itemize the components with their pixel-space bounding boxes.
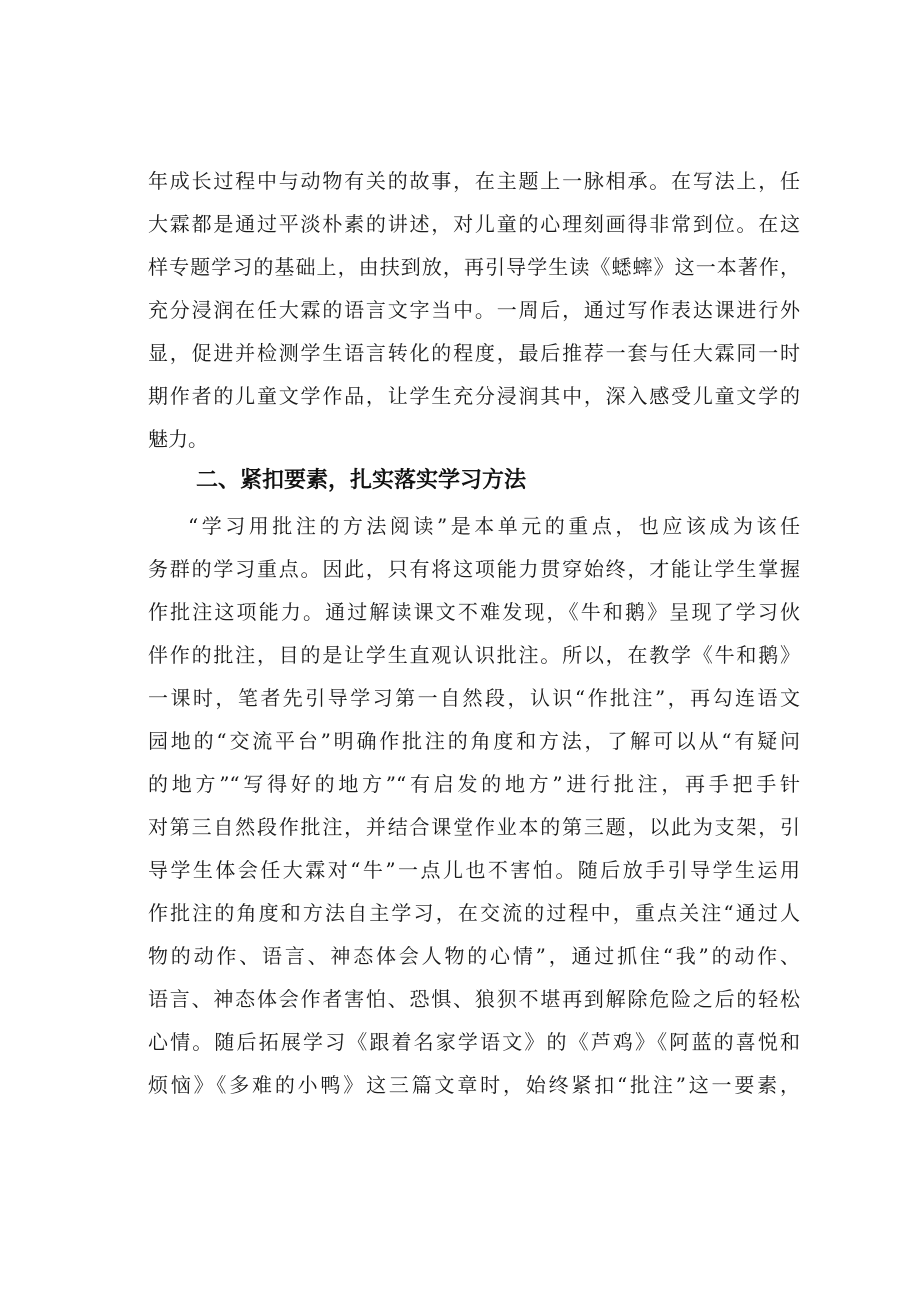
paragraph-line: 期作者的儿童文学作品，让学生充分浸润其中，深入感受儿童文学的 — [148, 384, 800, 408]
paragraph-line: 烦恼》《多难的小鸭》这三篇文章时，始终紧扣“批注”这一要素， — [148, 1073, 800, 1097]
paragraph-line: 作批注这项能力。通过解读课文不难发现，《牛和鹅》呈现了学习伙 — [148, 600, 800, 624]
paragraph-line: 大霖都是通过平淡朴素的讲述，对儿童的心理刻画得非常到位。在这 — [148, 212, 800, 236]
section-heading: 二、紧扣要素，扎实落实学习方法 — [196, 468, 527, 493]
paragraph-line: 样专题学习的基础上，由扶到放，再引导学生读《蟋蟀》这一本著作， — [148, 255, 800, 279]
paragraph-line: 魅力。 — [148, 427, 208, 451]
paragraph-line: 作批注的角度和方法自主学习，在交流的过程中，重点关注“通过人 — [148, 901, 800, 925]
paragraph-line: 心情。随后拓展学习《跟着名家学语文》的《芦鸡》《阿蓝的喜悦和 — [148, 1030, 800, 1054]
paragraph-line: 对第三自然段作批注，并结合课堂作业本的第三题，以此为支架，引 — [148, 815, 800, 839]
paragraph-line: 伴作的批注，目的是让学生直观认识批注。所以，在教学《牛和鹅》 — [148, 643, 800, 667]
paragraph-line: 务群的学习重点。因此，只有将这项能力贯穿始终，才能让学生掌握 — [148, 557, 800, 581]
paragraph-line: 充分浸润在任大霖的语言文字当中。一周后，通过写作表达课进行外 — [148, 298, 800, 322]
paragraph-line: 物的动作、语言、神态体会人物的心情”，通过抓住“我”的动作、 — [148, 944, 800, 968]
paragraph-line: 一课时，笔者先引导学习第一自然段，认识“作批注”，再勾连语文 — [148, 686, 800, 710]
paragraph-line: 显，促进并检测学生语言转化的程度，最后推荐一套与任大霖同一时 — [148, 341, 800, 365]
paragraph-line: 导学生体会任大霖对“牛”一点儿也不害怕。随后放手引导学生运用 — [148, 858, 800, 882]
paragraph-line: 园地的“交流平台”明确作批注的角度和方法，了解可以从“有疑问 — [148, 729, 800, 753]
paragraph-line: 的地方”“写得好的地方”“有启发的地方”进行批注，再手把手针 — [148, 772, 800, 796]
paragraph-line: 年成长过程中与动物有关的故事，在主题上一脉相承。在写法上，任 — [148, 169, 800, 193]
paragraph-line: “学习用批注的方法阅读”是本单元的重点，也应该成为该任 — [188, 514, 800, 538]
paragraph-line: 语言、神态体会作者害怕、恐惧、狼狈不堪再到解除危险之后的轻松 — [148, 987, 800, 1011]
